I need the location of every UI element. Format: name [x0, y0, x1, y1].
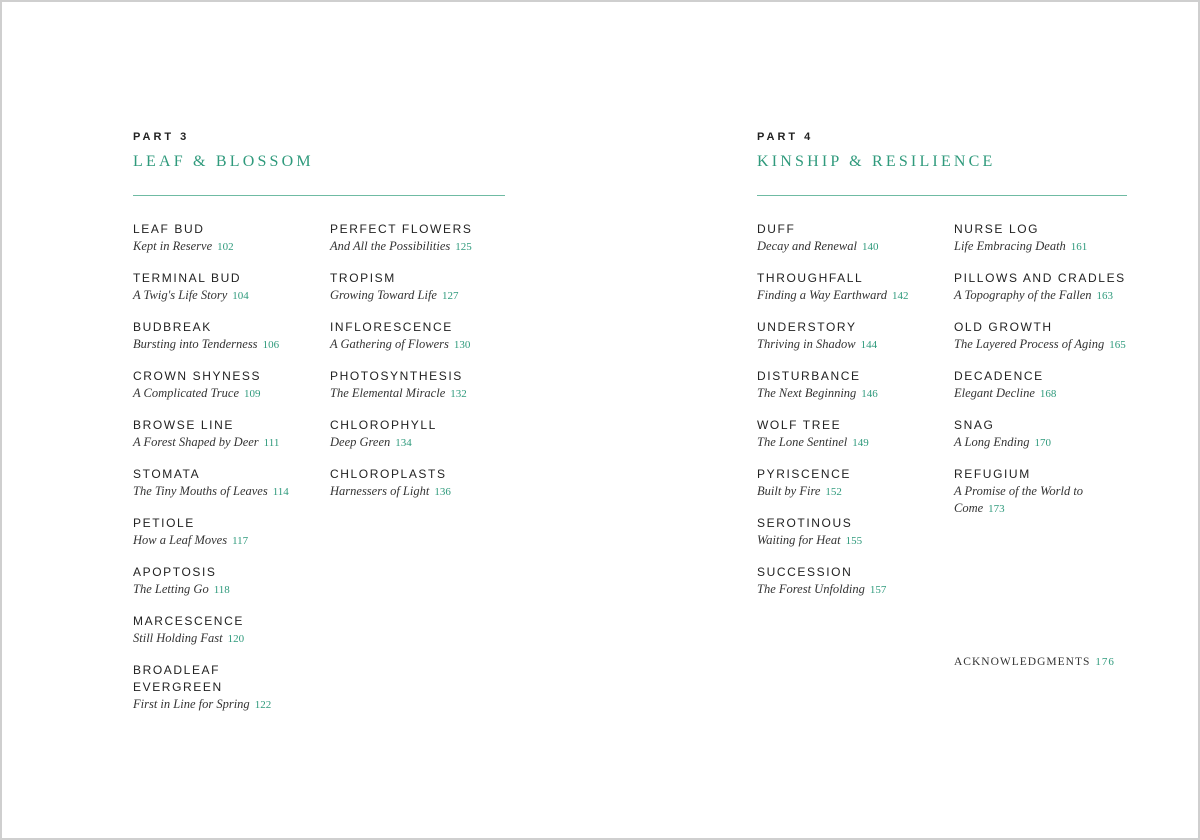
page-number: 130 — [453, 339, 471, 351]
page-number: 157 — [869, 584, 887, 596]
toc-entry[interactable] — [954, 319, 1134, 354]
entry-subtitle-line — [954, 336, 1134, 354]
entry-subtitle: A Twig's Life Story — [133, 288, 228, 302]
toc-entry[interactable] — [954, 417, 1134, 452]
entry-title: APOPTOSIS — [133, 565, 217, 579]
part-title: LEAF & BLOSSOM — [133, 153, 314, 170]
page-number: 168 — [1039, 388, 1057, 400]
page-number: 173 — [988, 503, 1005, 515]
entry-title: SNAG — [954, 418, 995, 432]
entry-subtitle-line — [954, 434, 1134, 452]
part-label: PART 3 — [133, 131, 190, 143]
entry-subtitle: The Lone Sentinel — [757, 435, 848, 449]
toc-column — [954, 221, 1134, 532]
entry-subtitle-line — [330, 483, 510, 501]
entry-subtitle: The Tiny Mouths of Leaves — [133, 484, 268, 498]
entry-title: CHLOROPLASTS — [330, 467, 447, 481]
entry-title: WOLF TREE — [757, 418, 842, 432]
entry-title: SEROTINOUS — [757, 516, 853, 530]
entry-title: TROPISM — [330, 271, 396, 285]
toc-entry[interactable] — [133, 515, 313, 550]
page-number: 111 — [263, 437, 280, 449]
page-number: 163 — [1096, 290, 1113, 302]
entry-subtitle: Still Holding Fast — [133, 631, 223, 645]
entry-subtitle: A Topography of the Fallen — [954, 288, 1092, 302]
entry-title: DISTURBANCE — [757, 369, 861, 383]
entry-subtitle: A Long Ending — [954, 435, 1030, 449]
toc-entry[interactable] — [133, 564, 313, 599]
entry-title: BROWSE LINE — [133, 418, 234, 432]
entry-title: LEAF BUD — [133, 222, 205, 236]
entry-subtitle-line — [330, 385, 510, 403]
toc-entry[interactable] — [757, 564, 937, 599]
entry-subtitle: Life Embracing Death — [954, 239, 1066, 253]
toc-entry[interactable] — [757, 466, 937, 501]
page-number: 104 — [232, 290, 249, 302]
toc-entry[interactable] — [954, 221, 1134, 256]
toc-entry[interactable] — [954, 270, 1134, 305]
entry-subtitle-line — [330, 434, 510, 452]
toc-entry[interactable] — [133, 221, 313, 256]
page-number: 144 — [860, 339, 878, 351]
toc-entry[interactable] — [330, 368, 510, 403]
entry-subtitle: Decay and Renewal — [757, 239, 857, 253]
entry-subtitle-line — [133, 483, 313, 501]
toc-column — [330, 221, 510, 515]
entry-subtitle: Growing Toward Life — [330, 288, 437, 302]
toc-entry[interactable] — [330, 270, 510, 305]
page-number: 134 — [395, 437, 412, 449]
part-label: PART 4 — [757, 131, 814, 143]
entry-subtitle-line — [954, 287, 1134, 305]
page-number: 114 — [272, 486, 289, 498]
toc-entry[interactable] — [133, 613, 313, 648]
entry-title: THROUGHFALL — [757, 271, 864, 285]
toc-entry[interactable] — [757, 368, 937, 403]
toc-entry[interactable] — [330, 466, 510, 501]
part-title: KINSHIP & RESILIENCE — [757, 153, 996, 170]
page-number: 136 — [434, 486, 451, 498]
entry-title: INFLORESCENCE — [330, 320, 453, 334]
page-number: 142 — [891, 290, 909, 302]
page-number: 117 — [232, 535, 249, 547]
entry-subtitle-line — [757, 483, 937, 501]
toc-entry[interactable] — [133, 270, 313, 305]
toc-entry[interactable] — [133, 466, 313, 501]
entry-title: PETIOLE — [133, 516, 195, 530]
entry-subtitle-line — [757, 434, 937, 452]
entry-subtitle-line — [954, 483, 1134, 518]
page-number: 132 — [450, 388, 467, 400]
entry-title: PERFECT FLOWERS — [330, 222, 473, 236]
entry-subtitle-line — [133, 336, 313, 354]
acknowledgments-label: ACKNOWLEDGMENTS — [954, 656, 1091, 668]
entry-subtitle-line — [757, 336, 937, 354]
toc-entry[interactable] — [330, 319, 510, 354]
page-number: 122 — [254, 699, 272, 711]
entry-subtitle-line — [133, 287, 313, 305]
entry-subtitle: Waiting for Heat — [757, 533, 841, 547]
entry-title: PHOTOSYNTHESIS — [330, 369, 463, 383]
entry-subtitle: The Elemental Miracle — [330, 386, 446, 400]
entry-title: REFUGIUM — [954, 467, 1031, 481]
acknowledgments-entry[interactable] — [954, 656, 1115, 668]
entry-title: UNDERSTORY — [757, 320, 857, 334]
toc-entry[interactable] — [133, 417, 313, 452]
entry-subtitle: A Forest Shaped by Deer — [133, 435, 259, 449]
entry-title: NURSE LOG — [954, 222, 1040, 236]
entry-subtitle: First in Line for Spring — [133, 697, 250, 711]
page-number: 140 — [861, 241, 879, 253]
toc-entry[interactable] — [757, 417, 937, 452]
toc-entry[interactable] — [330, 221, 510, 256]
left-page — [133, 130, 505, 711]
entry-subtitle-line — [133, 696, 313, 714]
toc-entry[interactable] — [757, 319, 937, 354]
page-number: 176 — [1095, 656, 1115, 668]
entry-subtitle: The Forest Unfolding — [757, 582, 865, 596]
entry-title: DUFF — [757, 222, 796, 236]
entry-subtitle-line — [133, 532, 313, 550]
entry-subtitle-line — [757, 532, 937, 550]
entry-subtitle-line — [757, 238, 937, 256]
entry-subtitle: Elegant Decline — [954, 386, 1035, 400]
entry-subtitle-line — [330, 287, 510, 305]
entry-subtitle-line — [757, 385, 937, 403]
entry-subtitle-line — [133, 385, 313, 403]
entry-subtitle: And All the Possibilities — [330, 239, 451, 253]
divider-rule — [757, 195, 1127, 196]
entry-subtitle: Harnessers of Light — [330, 484, 430, 498]
entry-title: BROADLEAF EVERGREEN — [133, 663, 223, 694]
entry-title: PILLOWS AND CRADLES — [954, 271, 1126, 285]
page-number: 127 — [441, 290, 459, 302]
entry-subtitle: How a Leaf Moves — [133, 533, 228, 547]
page-number: 118 — [213, 584, 230, 596]
entry-title: PYRISCENCE — [757, 467, 852, 481]
page-number: 149 — [852, 437, 869, 449]
right-page — [757, 130, 1127, 596]
toc-entry[interactable] — [133, 662, 313, 714]
entry-title: TERMINAL BUD — [133, 271, 242, 285]
page-number: 146 — [861, 388, 878, 400]
entry-subtitle-line — [330, 336, 510, 354]
entry-subtitle: The Next Beginning — [757, 386, 857, 400]
entry-subtitle: A Promise of the World to Come — [954, 484, 1084, 515]
toc-entry[interactable] — [757, 515, 937, 550]
entry-title: OLD GROWTH — [954, 320, 1053, 334]
toc-column — [133, 221, 313, 728]
page-number: 155 — [845, 535, 863, 547]
toc-entry[interactable] — [757, 221, 937, 256]
entry-subtitle-line — [757, 287, 937, 305]
entry-subtitle: Deep Green — [330, 435, 391, 449]
page-number: 106 — [262, 339, 280, 351]
entry-subtitle-line — [757, 581, 937, 599]
entry-subtitle-line — [133, 630, 313, 648]
entry-subtitle: A Gathering of Flowers — [330, 337, 449, 351]
entry-subtitle: The Layered Process of Aging — [954, 337, 1105, 351]
entry-subtitle-line — [330, 238, 510, 256]
toc-entry[interactable] — [330, 417, 510, 452]
entry-subtitle-line — [133, 581, 313, 599]
toc-entry[interactable] — [954, 368, 1134, 403]
page-number: 109 — [244, 388, 261, 400]
entry-title: SUCCESSION — [757, 565, 853, 579]
entry-subtitle: Kept in Reserve — [133, 239, 213, 253]
entry-subtitle: A Complicated Truce — [133, 386, 240, 400]
page-number: 152 — [825, 486, 842, 498]
entry-title: BUDBREAK — [133, 320, 212, 334]
divider-rule — [133, 195, 505, 196]
entry-subtitle-line — [133, 434, 313, 452]
entry-subtitle: Finding a Way Earthward — [757, 288, 887, 302]
entry-subtitle: The Letting Go — [133, 582, 209, 596]
page-number: 165 — [1109, 339, 1126, 351]
entry-subtitle-line — [954, 385, 1134, 403]
entry-subtitle-line — [954, 238, 1134, 256]
toc-entry[interactable] — [133, 368, 313, 403]
page-number: 161 — [1070, 241, 1088, 253]
page-number: 120 — [227, 633, 245, 645]
entry-subtitle: Built by Fire — [757, 484, 821, 498]
entry-title: CROWN SHYNESS — [133, 369, 262, 383]
toc-entry[interactable] — [954, 466, 1134, 518]
entry-title: MARCESCENCE — [133, 614, 244, 628]
entry-subtitle-line — [133, 238, 313, 256]
toc-column — [757, 221, 937, 613]
toc-entry[interactable] — [133, 319, 313, 354]
entry-title: CHLOROPHYLL — [330, 418, 437, 432]
page-number: 125 — [455, 241, 472, 253]
page-number: 170 — [1034, 437, 1051, 449]
entry-title: STOMATA — [133, 467, 201, 481]
entry-subtitle: Thriving in Shadow — [757, 337, 856, 351]
page-number: 102 — [217, 241, 234, 253]
entry-subtitle: Bursting into Tenderness — [133, 337, 258, 351]
toc-entry[interactable] — [757, 270, 937, 305]
entry-title: DECADENCE — [954, 369, 1044, 383]
